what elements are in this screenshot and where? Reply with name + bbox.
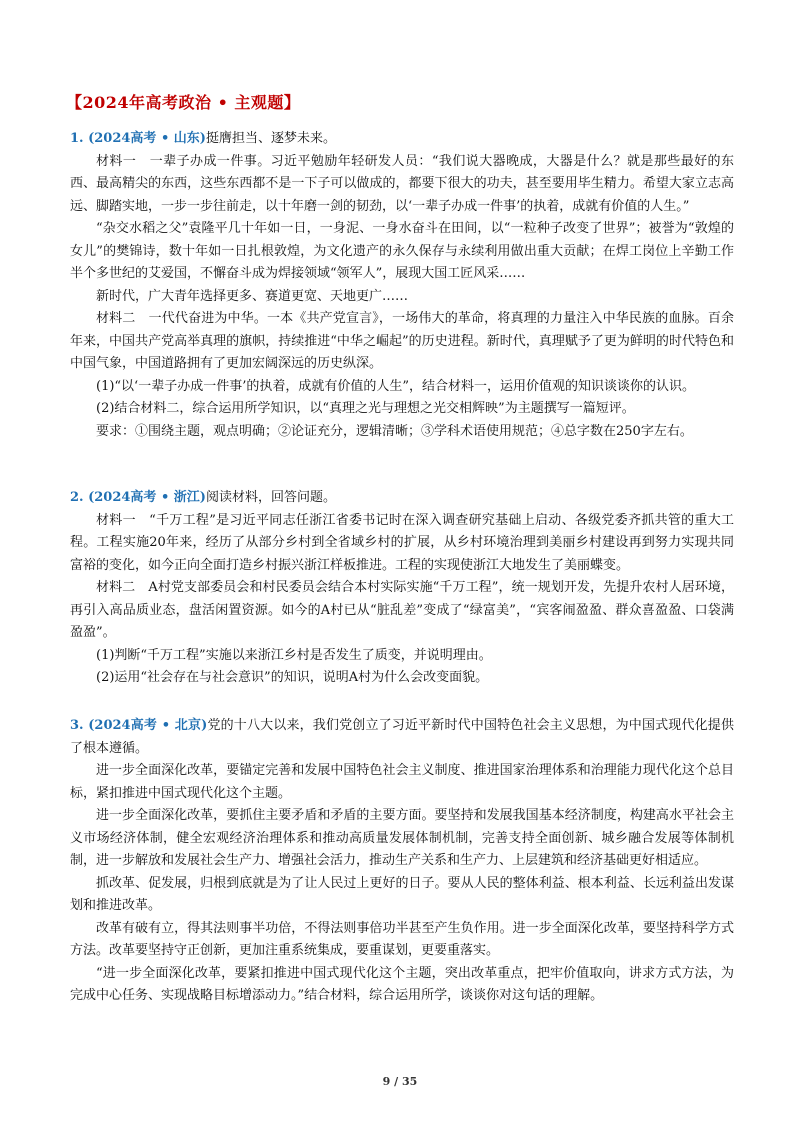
q1-sub1: (1)“以‘一辈子办成一件事’的执着，成就有价值的人生”，结合材料一，运用价值观的知识谈谈你的认识。 [96, 378, 695, 394]
q3-p3: 抓改革、促发展，归根到底就是为了让人民过上更好的日子。要从人民的整体利益、根本利益、长远利益出发谋划和推进改革。 [70, 875, 734, 913]
q2-material1: 材料一 “千万工程”是习近平同志任浙江省委书记时在深入调查研究基础上启动、各级党委齐抓共管的重大工程。工程实施20年来，经历了从部分乡村到全省域乡村的扩展，从乡村环境治理到美丽乡村建设再到努力实现共同富裕的变化，如今正向全面打造乡村振兴浙江样板推进。工程的实现使浙江大地发生了美丽蝶变。 [70, 512, 734, 573]
q1-material1-a: 材料一 一辈子办成一件事。习近平勉励年轻研发人员：“我们说大器晚成，大器是什么？就是那些最好的东西、最高精尖的东西，这些东西都不是一下子可以做成的，都要下很大的功夫，甚至要用毕生精力。希望大家立志高远、脚踏实地，一步一步往前走，以十年磨一剑的韧劲，以‘一辈子办成一件事’的执着，成就有价值的人生。” [70, 153, 734, 214]
q2-sub1: (1)判断“千万工程”实施以来浙江乡村是否发生了质变，并说明理由。 [96, 647, 492, 663]
q3-question: “进一步全面深化改革，要紧扣推进中国式现代化这个主题，突出改革重点，把牢价值取向，讲求方式方法，为完成中心任务、实现战略目标增添动力。”结合材料，综合运用所学，谈谈你对这句话的理解。 [70, 965, 734, 1003]
q3-p4: 改革有破有立，得其法则事半功倍，不得法则事倍功半甚至产生负作用。进一步全面深化改革，要坚持科学方式方法。改革要坚持守正创新，更加注重系统集成，要重谋划，更要重落实。 [70, 920, 734, 958]
page-number: 9 / 35 [382, 1075, 418, 1088]
q1-material1-c: 新时代，广大青年选择更多、赛道更宽、天地更广…… [96, 288, 409, 304]
q3-p2: 进一步全面深化改革，要抓住主要矛盾和矛盾的主要方面。要坚持和发展我国基本经济制度，构建高水平社会主义市场经济体制，健全宏观经济治理体系和推动高质量发展体制机制，完善支持全面创新、城乡融合发展等体制机制，进一步解放和发展社会生产力、增强社会活力，推动生产关系和生产力、上层建筑和经济基础更好相适应。 [70, 808, 734, 868]
q1-intro: 1. (2024高考 • 山东)挺膺担当、逐梦未来。 [70, 131, 336, 146]
q3-p1: 进一步全面深化改革，要锚定完善和发展中国特色社会主义制度、推进国家治理体系和治理能力现代化这个总目标，紧扣推进中国式现代化这个主题。 [70, 763, 734, 801]
q2-intro: 2. (2024高考 • 浙江)阅读材料，回答问题。 [70, 490, 336, 505]
question-number: 1. (2024高考 • 山东) [70, 131, 206, 146]
q1-material2: 材料二 一代代奋进为中华。一本《共产党宣言》，一场伟大的革命，将真理的力量注入中华民族的血脉。百余年来，中国共产党高举真理的旗帜，持续推进“中华之崛起”的历史进程。新时代，真理赋予了更为鲜明的时代特色和中国气象，中国道路拥有了更加宏阔深远的历史纵深。 [70, 311, 734, 371]
question-number: 2. (2024高考 • 浙江) [70, 490, 206, 505]
question-1 [70, 128, 734, 443]
q2-sub2: (2)运用“社会存在与社会意识”的知识，说明A村为什么会改变面貌。 [96, 670, 489, 685]
q1-requirements: 要求：①围绕主题，观点明确；②论证充分，逻辑清晰；③学科术语使用规范；④总字数在250字左右。 [96, 423, 693, 439]
question-2 [70, 487, 734, 690]
question-3 [70, 715, 734, 1008]
q3-intro: 3. (2024高考 • 北京)党的十八大以来，我们党创立了习近平新时代中国特色社会主义思想，为中国式现代化提供了根本遵循。 [70, 718, 734, 756]
q2-material2: 材料二 A村党支部委员会和村民委员会结合本村实际实施“千万工程”，统一规划开发，先提升农村人居环境，再引入高品质业态，盘活闲置资源。如今的A村已从“脏乱差”变成了“绿富美”，“宾客闹盈盈、群众喜盈盈、口袋满盈盈”。 [70, 580, 734, 640]
q1-sub2: (2)结合材料二，综合运用所学知识，以“真理之光与理想之光交相辉映”为主题撰写一篇短评。 [96, 401, 635, 416]
question-number: 3. (2024高考 • 北京) [70, 718, 208, 733]
page-title: 【2024年高考政治 • 主观题】 [66, 93, 301, 112]
q1-material1-b: “杂交水稻之父”袁隆平几十年如一日，一身泥、一身水奋斗在田间，以“一粒种子改变了世界”；被誉为“敦煌的女儿”的樊锦诗，数十年如一日扎根敦煌，为文化遗产的永久保存与永续利用做出重大贡献；在焊工岗位上辛勤工作半个多世纪的艾爱国，不懈奋斗成为焊接领域“领军人”，展现大国工匠风采…… [70, 221, 734, 281]
